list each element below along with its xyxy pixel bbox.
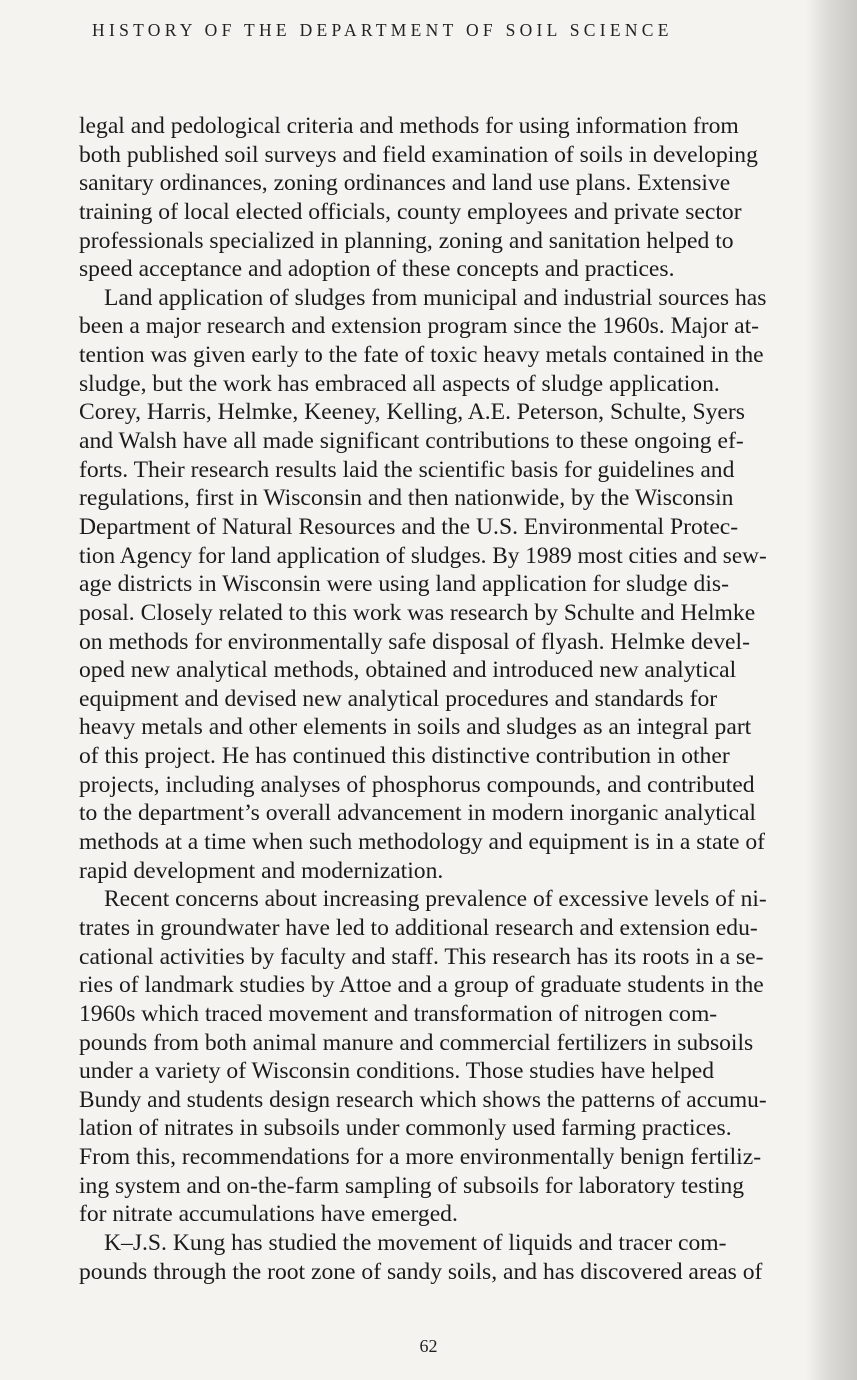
text-line: sludge, but the work has embraced all aspects of sludge application. <box>79 370 720 397</box>
running-head: HISTORY OF THE DEPARTMENT OF SOIL SCIENCE <box>92 20 673 40</box>
text-line: Department of Natural Resources and the U.S. Environmental Protec- <box>79 513 739 540</box>
text-line: ing system and on-the-farm sampling of subsoils for laboratory testing <box>79 1172 745 1199</box>
text-line: been a major research and extension program since the 1960s. Major at- <box>79 313 760 340</box>
text-line: forts. Their research results laid the scientific basis for guidelines and <box>79 456 735 483</box>
text-line: on methods for environmentally safe disposal of flyash. Helmke devel- <box>79 628 750 655</box>
text-line: age districts in Wisconsin were using land application for sludge dis- <box>79 571 729 598</box>
text-line: equipment and devised new analytical procedures and standards for <box>79 685 718 712</box>
text-line: training of local elected officials, county employees and private sector <box>79 198 742 225</box>
text-line: oped new analytical methods, obtained and introduced new analytical <box>79 657 737 684</box>
text-line: pounds through the root zone of sandy soils, and has discovered areas of <box>79 1258 763 1285</box>
text-line: methods at a time when such methodology and equipment is in a state of <box>79 829 766 856</box>
text-line: projects, including analyses of phosphorus compounds, and contributed <box>79 771 755 798</box>
page-number: 62 <box>419 1336 438 1356</box>
text-line: under a variety of Wisconsin conditions. Those studies have helped <box>79 1058 715 1085</box>
text-line: pounds from both animal manure and commercial fertilizers in subsoils <box>79 1029 754 1056</box>
text-line: professionals specialized in planning, zoning and sanitation helped to <box>79 227 734 254</box>
text-line: speed acceptance and adoption of these concepts and practices. <box>79 256 675 283</box>
text-line: heavy metals and other elements in soils and sludges as an integral part <box>79 714 752 741</box>
text-line: legal and pedological criteria and methods for using information from <box>79 113 739 139</box>
text-line: of this project. He has continued this distinctive contribution in other <box>79 743 730 770</box>
text-line: 1960s which traced movement and transformation of nitrogen com- <box>79 1000 718 1027</box>
text-line: tention was given early to the fate of toxic heavy metals contained in the <box>79 342 764 369</box>
text-line: posal. Closely related to this work was research by Schulte and Helmke <box>79 599 756 626</box>
text-line: Bundy and students design research which shows the patterns of accumu- <box>79 1086 767 1113</box>
text-line: K–J.S. Kung has studied the movement of liquids and tracer com- <box>104 1229 727 1256</box>
text-line: ries of landmark studies by Attoe and a group of graduate students in the <box>79 972 764 999</box>
text-line: both published soil surveys and field examination of soils in developing <box>79 141 758 168</box>
text-line: trates in groundwater have led to additional research and extension edu- <box>79 914 758 941</box>
text-line: cational activities by faculty and staff. This research has its roots in a se- <box>79 943 764 970</box>
text-line: to the department’s overall advancement in modern inorganic analytical <box>79 800 756 827</box>
text-line: lation of nitrates in subsoils under commonly used farming practices. <box>79 1115 732 1142</box>
text-line: Land application of sludges from municipal and industrial sources has <box>104 284 767 311</box>
text-line: From this, recommendations for a more environmentally benign fertiliz- <box>79 1144 762 1171</box>
text-line: rapid development and modernization. <box>79 857 444 884</box>
body-text <box>79 112 767 1286</box>
text-line: regulations, first in Wisconsin and then nationwide, by the Wisconsin <box>79 485 734 512</box>
text-line: sanitary ordinances, zoning ordinances and land use plans. Extensive <box>79 170 731 197</box>
text-line: Corey, Harris, Helmke, Keeney, Kelling, A.E. Peterson, Schulte, Syers <box>79 399 745 426</box>
text-line: for nitrate accumulations have emerged. <box>79 1201 458 1228</box>
text-line: Recent concerns about increasing prevalence of excessive levels of ni- <box>104 886 767 913</box>
text-line: tion Agency for land application of sludges. By 1989 most cities and sew- <box>79 542 767 569</box>
text-line: and Walsh have all made significant contributions to these ongoing ef- <box>79 428 744 455</box>
